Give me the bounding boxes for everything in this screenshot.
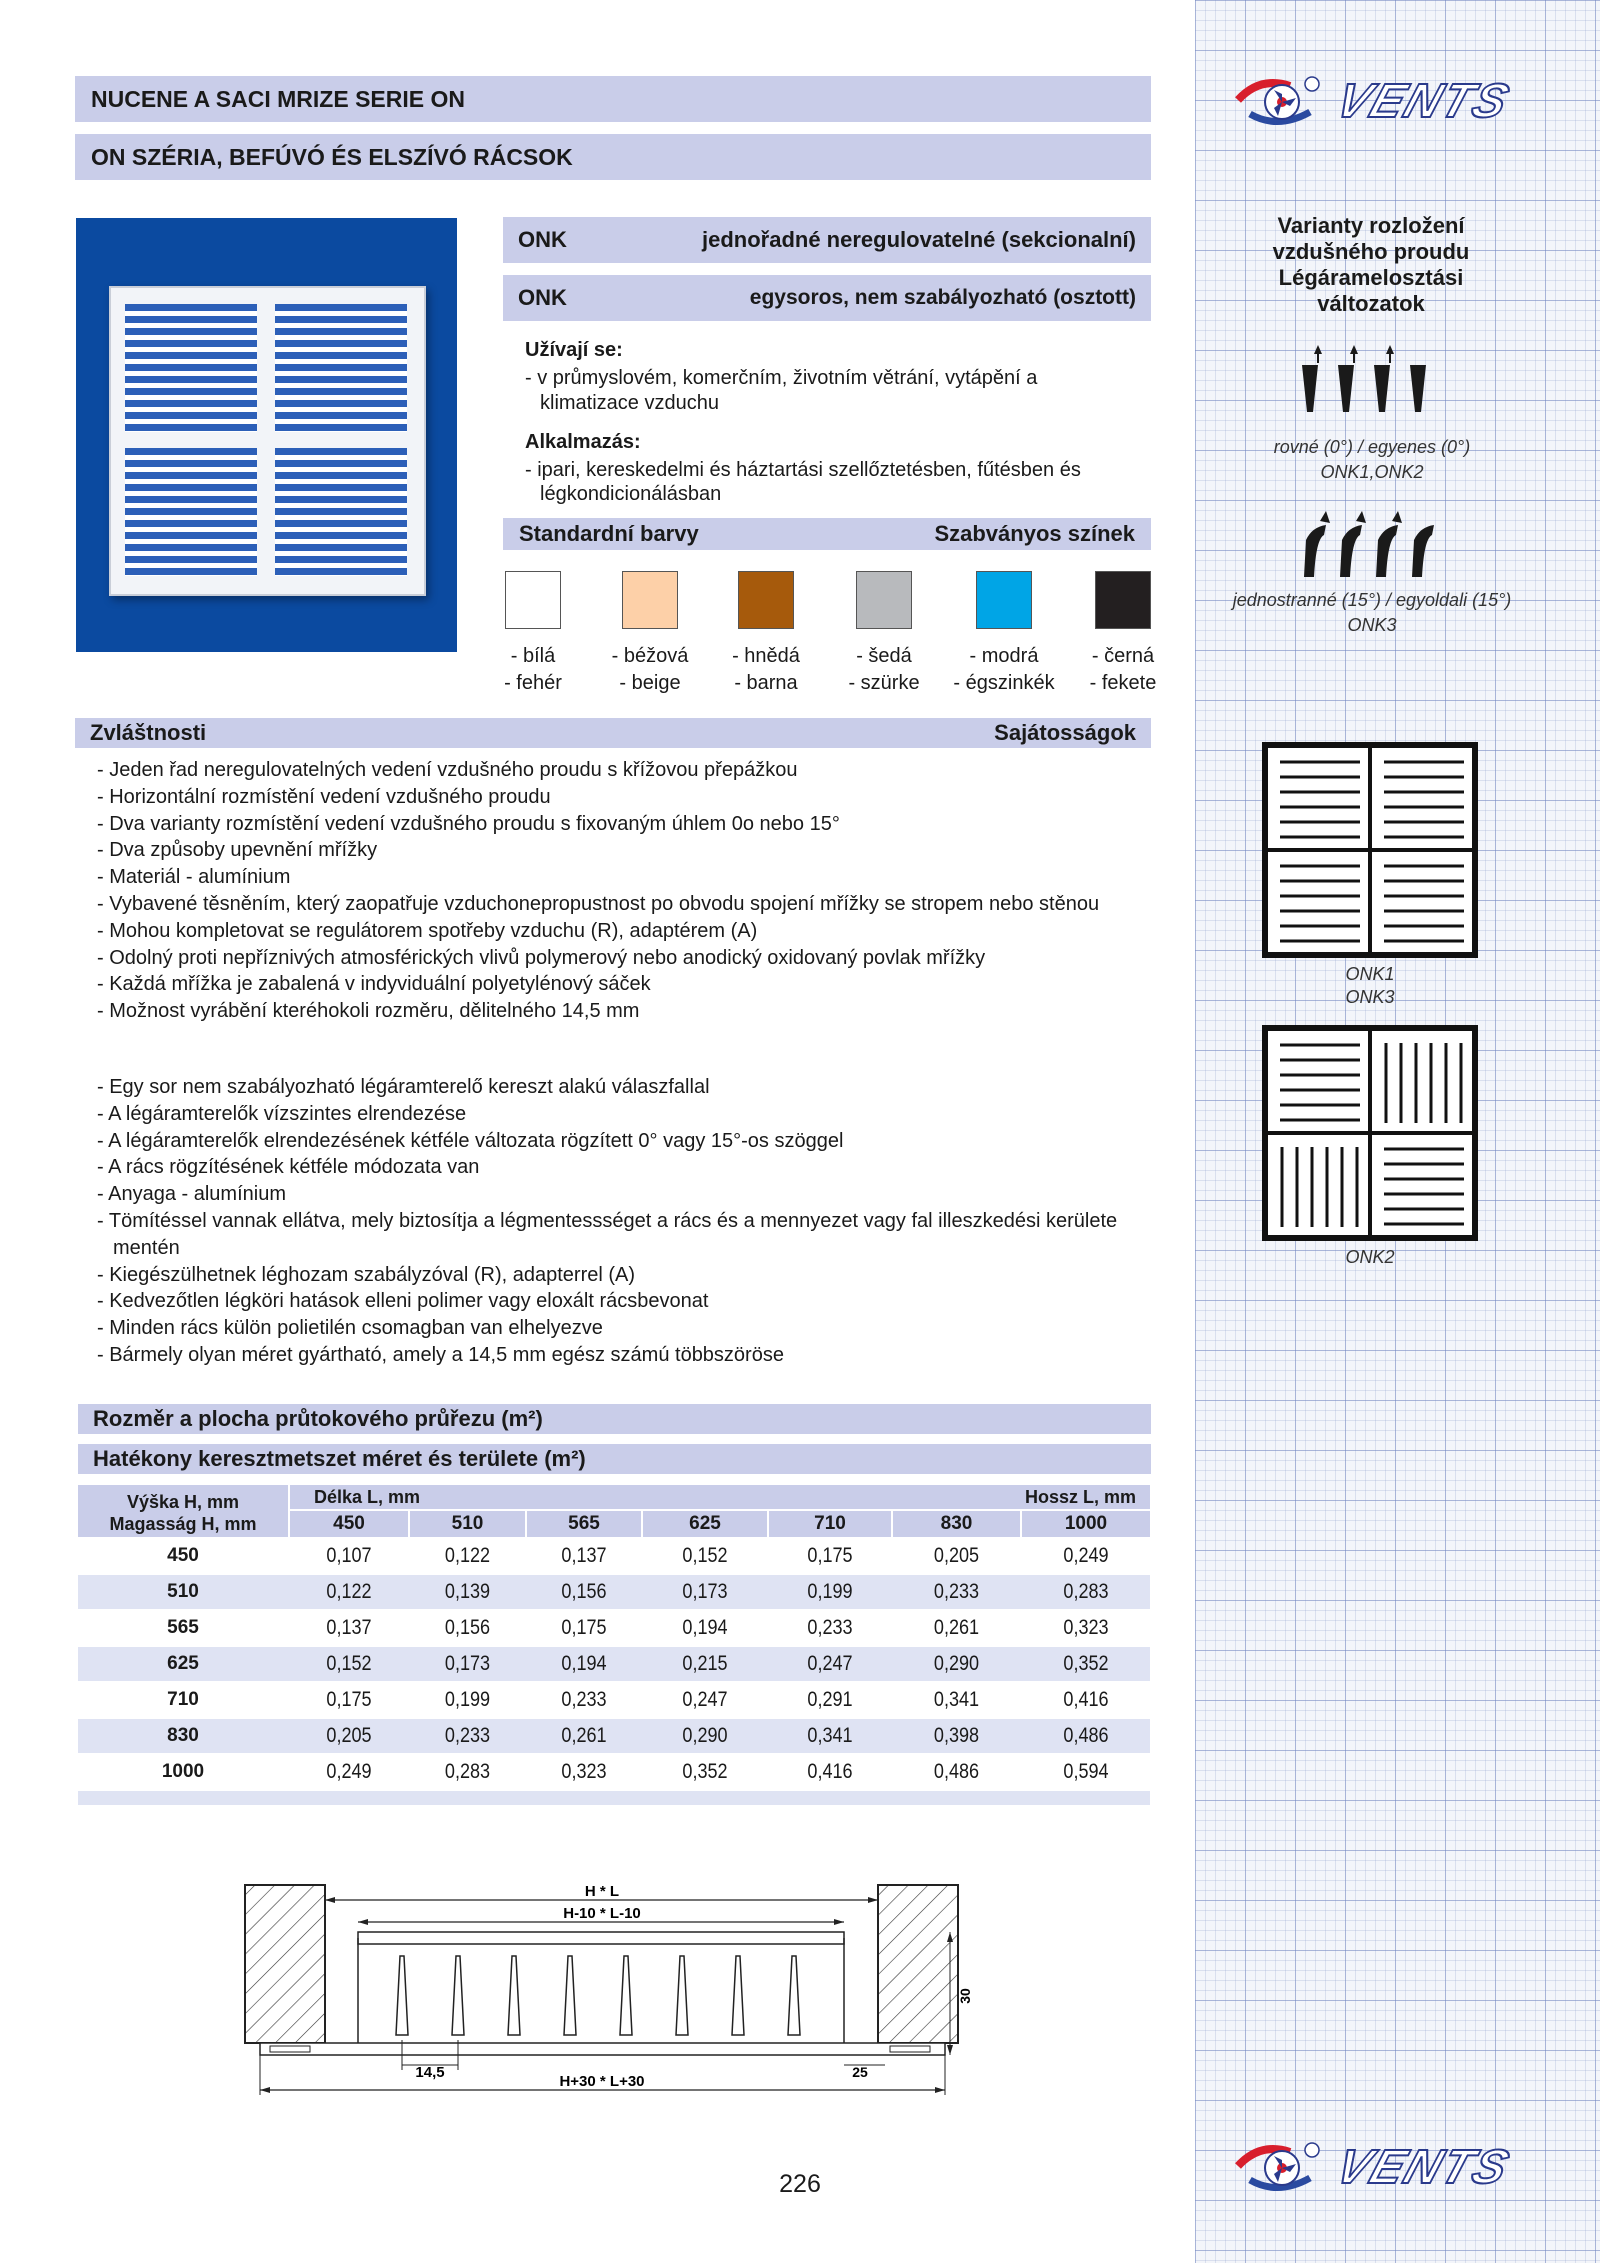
color-name-cz: - modrá	[969, 645, 1039, 667]
vents-logo-top	[1230, 72, 1560, 128]
product-photo	[76, 218, 457, 652]
color-name-hu: - szürke	[848, 672, 920, 694]
color-swatch	[738, 571, 794, 629]
feature-item: - Tömítéssel vannak ellátva, mely biztosítja a légmentessséget a rács és a mennyezet vagy fal illeszkedési kerülete mentén	[97, 1209, 1118, 1259]
table-title-band-cz	[78, 1404, 1151, 1434]
dim-flange: 25	[852, 2064, 868, 2080]
table-cell: 0,175	[561, 1616, 607, 1639]
row-height-cell: 710	[167, 1689, 199, 1710]
feature-item: - A légáramterelők elrendezésének kétféle változata rögzített 0° vagy 15°-os szöggel	[97, 1129, 844, 1152]
features-heading-hu: Sajátosságok	[994, 720, 1136, 745]
feature-item: - Kedvezőtlen légköri hatások elleni polimer vagy eloxált rácsbevonat	[97, 1290, 709, 1313]
table-cell: 0,152	[326, 1652, 372, 1675]
colors-band	[503, 518, 1151, 550]
feature-item: - Egy sor nem szabályozható légáramterelő kereszt alakú válaszfallal	[97, 1076, 710, 1098]
row-header-cell	[78, 1485, 288, 1537]
dim-depth: 30	[957, 1988, 973, 2004]
fan-logo-icon	[1230, 72, 1340, 132]
feature-item: - Odolný proti nepříznivých atmosférických vlivů polymerový nebo anodický oxidovaný povlak mřížky	[97, 946, 986, 969]
table-cell: 0,283	[1063, 1580, 1109, 1603]
title-band-hu	[75, 134, 1151, 180]
color-name-hu: - égszinkék	[953, 672, 1055, 694]
model-desc-hu: egysoros, nem szabályozható (osztott)	[749, 286, 1136, 309]
feature-item: - A rács rögzítésének kétféle módozata van	[97, 1156, 480, 1179]
title-band-cz	[75, 76, 1151, 122]
table-cell: 0,341	[807, 1724, 853, 1747]
page-title-cz: NUCENE A SACI MRIZE SERIE ON	[91, 85, 465, 112]
color-name-hu: - barna	[734, 672, 798, 694]
usage-text-hu-1: - ipari, kereskedelmi és háztartási szellőztetésben, fűtésben és	[525, 459, 1081, 481]
louvre-blades	[396, 1956, 800, 2035]
page-number: 226	[779, 2170, 821, 2198]
column-header: 565	[527, 1511, 641, 1537]
feature-item: - A légáramterelők vízszintes elrendezése	[97, 1102, 467, 1125]
table-cell: 0,175	[326, 1688, 372, 1711]
table-cell: 0,352	[1063, 1652, 1109, 1675]
table-cell: 0,156	[444, 1616, 491, 1639]
feature-item: - Možnost vyrábění kteréhokoli rozměru, dělitelného 14,5 mm	[97, 1000, 640, 1023]
page-title-hu: ON SZÉRIA, BEFÚVÓ ÉS ELSZÍVÓ RÁCSOK	[91, 143, 573, 170]
table-cell: 0,205	[326, 1724, 372, 1747]
dim-total: H+30 * L+30	[559, 2073, 645, 2090]
table-cell: 0,341	[933, 1688, 980, 1711]
angled-label: jednostranné (15°) / egyoldali (15°)	[1232, 590, 1512, 610]
usage-text-cz-2: klimatizace vzduchu	[540, 392, 719, 414]
model-band-hu	[503, 275, 1151, 321]
table-cell: 0,416	[807, 1760, 853, 1783]
table-cell: 0,122	[326, 1580, 372, 1603]
row-height-cell: 625	[167, 1653, 199, 1674]
model-code: ONK	[518, 227, 567, 252]
column-header: 710	[769, 1511, 891, 1537]
cross-section-drawing	[230, 1870, 1010, 2110]
sidebar-title-line: vzdušného proudu	[1272, 239, 1470, 264]
colors-heading-hu: Szabványos színek	[934, 521, 1135, 546]
table-cell: 0,137	[326, 1616, 372, 1639]
table-cell: 0,290	[682, 1724, 728, 1747]
feature-item: - Mohou kompletovat se regulátorem spotřeby vzduchu (R), adaptérem (A)	[97, 919, 758, 942]
feature-item: - Jeden řad neregulovatelných vedení vzdušného proudu s křížovou přepážkou	[97, 759, 798, 781]
feature-item: - Horizontální rozmístění vedení vzdušného proudu	[97, 785, 551, 808]
table-cell: 0,283	[444, 1760, 491, 1783]
column-header: 830	[893, 1511, 1020, 1537]
table-cell: 0,233	[561, 1688, 607, 1711]
color-swatch	[1095, 571, 1151, 629]
features-list-cz	[97, 757, 1157, 1025]
table-cell: 0,249	[326, 1760, 372, 1783]
table-cell: 0,323	[1063, 1616, 1109, 1639]
color-swatch	[976, 571, 1032, 629]
table-cell: 0,233	[444, 1724, 491, 1747]
table-cell: 0,416	[1063, 1688, 1109, 1711]
features-band	[75, 718, 1151, 748]
dim-inner: H-10 * L-10	[563, 1905, 641, 1922]
color-name-cz: - šedá	[856, 645, 912, 667]
table-cell: 0,486	[1063, 1724, 1109, 1747]
table-cell: 0,205	[933, 1544, 980, 1567]
table-cell: 0,173	[444, 1652, 491, 1675]
feature-item: - Bármely olyan méret gyártható, amely a 14,5 mm egész számú többszöröse	[97, 1343, 784, 1366]
table-cell: 0,156	[561, 1580, 607, 1603]
colors-heading-cz: Standardní barvy	[519, 521, 699, 546]
table-cell: 0,199	[444, 1688, 491, 1711]
table-title-hu: Hatékony keresztmetszet méret és területe (m²)	[93, 1446, 586, 1471]
features-list-hu	[97, 1074, 1157, 1369]
table-cell: 0,247	[682, 1688, 728, 1711]
features-heading-cz: Zvláštnosti	[90, 720, 207, 745]
feature-item: - Kiegészülhetnek léghozam szabályzóval (R), adapterrel (A)	[97, 1263, 636, 1286]
feature-item: - Vybavené těsněním, který zaopatřuje vzduchonepropustnost po obvodu spojení mřížky se stropem nebo stěnou	[97, 892, 1100, 915]
column-header: 1000	[1022, 1511, 1150, 1537]
table-cell: 0,194	[561, 1652, 607, 1675]
brand-wordmark: VENTS	[1329, 75, 1517, 128]
column-header: 450	[290, 1511, 408, 1537]
wall-left	[245, 1885, 325, 2043]
table-cell: 0,594	[1063, 1760, 1109, 1783]
table-cell: 0,323	[561, 1760, 607, 1783]
scheme-onk2	[1262, 1025, 1478, 1241]
color-swatch	[505, 571, 561, 629]
color-name-hu: - fekete	[1089, 672, 1157, 694]
brand-wordmark: VENTS	[1329, 2141, 1517, 2194]
table-cell: 0,290	[933, 1652, 980, 1675]
table-cell: 0,352	[682, 1760, 728, 1783]
table-cell: 0,137	[561, 1544, 607, 1567]
color-name-hu: - fehér	[504, 672, 562, 694]
dim-pitch: 14,5	[415, 2064, 445, 2081]
table-cell: 0,486	[933, 1760, 980, 1783]
color-name-cz: - hnědá	[732, 645, 800, 667]
table-cell: 0,194	[682, 1616, 728, 1639]
table-title-band-hu	[78, 1444, 1151, 1474]
scheme2-label: ONK2	[1345, 1247, 1395, 1267]
model-desc-cz: jednořadné neregulovatelné (sekcionalní)	[702, 227, 1136, 252]
table-cell: 0,215	[682, 1652, 728, 1675]
table-cell: 0,398	[933, 1724, 980, 1747]
row-height-cell: 830	[167, 1725, 199, 1746]
table-cell: 0,199	[807, 1580, 853, 1603]
model-band-cz	[503, 217, 1151, 263]
scheme1-label-a: ONK1	[1345, 964, 1395, 984]
scheme1-label-b: ONK3	[1345, 987, 1395, 1007]
feature-item: - Dva varianty rozmístění vedení vzdušného proudu s fixovaným úhlem 0o nebo 15°	[97, 812, 840, 835]
table-cell: 0,233	[933, 1580, 980, 1603]
table-cell: 0,233	[807, 1616, 853, 1639]
color-name-cz: - bílá	[510, 645, 556, 667]
table-title-cz: Rozměr a plocha průtokového průřezu (m²)	[93, 1406, 543, 1431]
column-header: 625	[643, 1511, 767, 1537]
color-name-cz: - béžová	[611, 645, 689, 667]
sidebar-title-line: változatok	[1317, 291, 1425, 316]
feature-item: - Anyaga - alumínium	[97, 1183, 286, 1206]
angled-models: ONK3	[1347, 615, 1397, 635]
feature-item: - Dva způsoby upevnění mřížky	[97, 839, 378, 862]
dim-outer: H * L	[584, 1883, 620, 1900]
table-cell: 0,247	[807, 1652, 853, 1675]
usage-text-cz-1: - v průmyslovém, komerčním, životním větrání, vytápění a	[525, 367, 1038, 389]
grille-illustration	[109, 286, 426, 596]
row-height-cell: 450	[167, 1545, 199, 1566]
feature-item: - Minden rács külön polietilén csomagban van elhelyezve	[97, 1317, 603, 1340]
table-footer	[78, 1791, 1150, 1805]
usage-heading-cz: Užívají se:	[525, 339, 623, 361]
straight-label: rovné (0°) / egyenes (0°)	[1273, 437, 1471, 457]
row-height-cell: 565	[167, 1617, 199, 1638]
color-name-hu: - beige	[619, 672, 681, 694]
table-cell: 0,261	[933, 1616, 980, 1639]
fan-logo-icon	[1230, 2138, 1340, 2198]
row-height-cell: 1000	[161, 1761, 205, 1782]
table-cell: 0,249	[1063, 1544, 1109, 1567]
color-name-cz: - černá	[1091, 645, 1155, 667]
sidebar-title-line: Légáramelosztási	[1278, 265, 1464, 290]
table-cell: 0,261	[561, 1724, 607, 1747]
table-cell: 0,175	[807, 1544, 853, 1567]
color-swatch	[622, 571, 678, 629]
table-cell: 0,139	[444, 1580, 491, 1603]
usage-heading-hu: Alkalmazás:	[525, 431, 641, 453]
row-header-hu: Magasság H, mm	[109, 1514, 257, 1534]
model-code: ONK	[518, 285, 567, 310]
color-swatch	[856, 571, 912, 629]
sidebar-title-line: Varianty rozložení	[1277, 213, 1465, 238]
scheme-onk1-onk3	[1262, 742, 1478, 958]
table-cell: 0,173	[682, 1580, 728, 1603]
feature-item: - Každá mřížka je zabalená v indyviduální polyetylénový sáček	[97, 973, 651, 996]
table-cell: 0,107	[326, 1544, 372, 1567]
table-cell: 0,122	[444, 1544, 491, 1567]
col-header-hu: Hossz L, mm	[1024, 1486, 1136, 1507]
row-header-cz: Výška H, mm	[126, 1492, 240, 1512]
col-header-band	[290, 1485, 1150, 1509]
column-header: 510	[410, 1511, 525, 1537]
angled-airflow-icon	[1290, 505, 1450, 585]
row-height-cell: 510	[167, 1581, 199, 1602]
table-cell: 0,291	[807, 1688, 853, 1711]
straight-models: ONK1,ONK2	[1320, 462, 1424, 482]
feature-item: - Materiál - alumínium	[97, 866, 291, 889]
usage-text-hu-2: légkondicionálásban	[540, 483, 722, 505]
vents-logo-bottom	[1230, 2138, 1560, 2194]
col-header-cz: Délka L, mm	[314, 1486, 421, 1507]
wall-right	[878, 1885, 958, 2043]
table-cell: 0,152	[682, 1544, 728, 1567]
straight-airflow-icon	[1290, 340, 1450, 420]
sidebar-title	[1195, 213, 1547, 317]
